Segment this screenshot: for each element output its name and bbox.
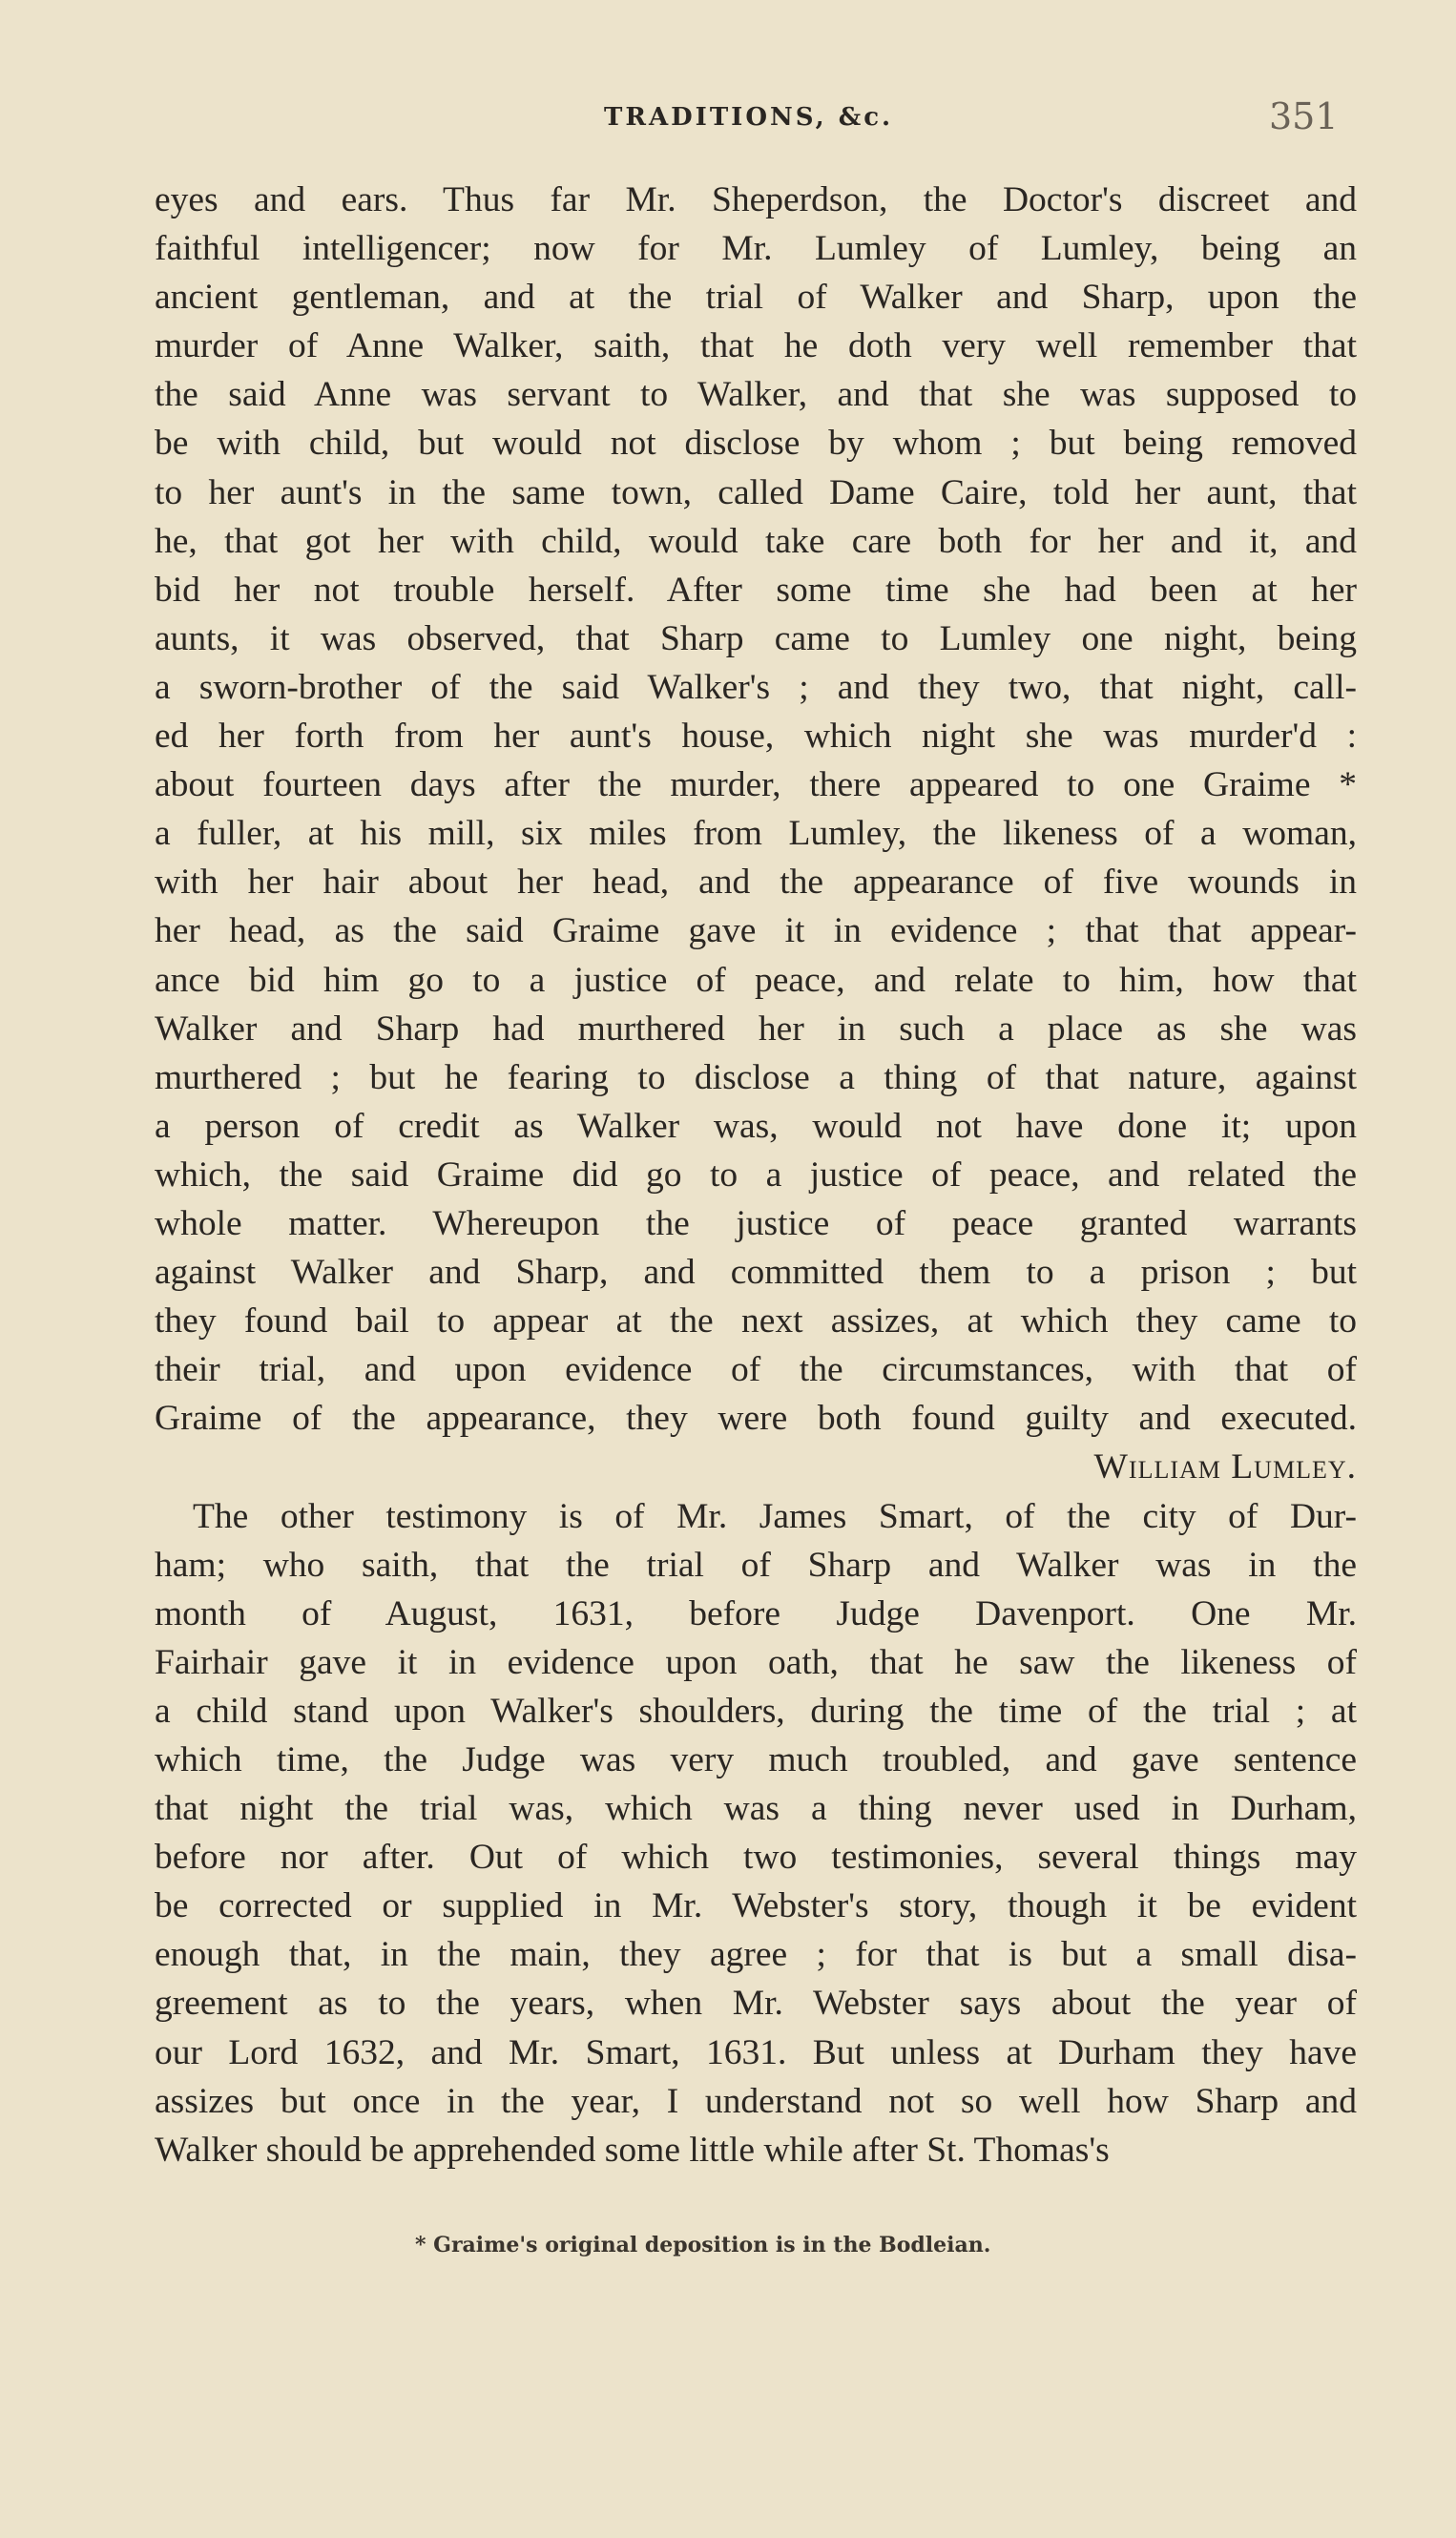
- text-line: against Walker and Sharp, and committed them to a prison ; but: [155, 1253, 1357, 1293]
- text-line: that night the trial was, which was a thing never used in Durham,: [155, 1789, 1357, 1829]
- text-line: ancient gentleman, and at the trial of Walker and Sharp, upon the: [155, 278, 1357, 318]
- text-line: ham; who saith, that the trial of Sharp and Walker was in the: [155, 1545, 1357, 1585]
- text-line: a person of credit as Walker was, would not have done it; upon: [155, 1106, 1357, 1146]
- text-line: enough that, in the main, they agree ; for that is but a small disa-: [155, 1935, 1357, 1975]
- text-line: their trial, and upon evidence of the circumstances, with that of: [155, 1350, 1357, 1390]
- body-text: [155, 176, 1357, 2174]
- text-line: Graime of the appearance, they were both found guilty and executed.: [155, 1399, 1357, 1439]
- text-line: to her aunt's in the same town, called Dame Caire, told her aunt, that: [155, 472, 1357, 512]
- text-line: a child stand upon Walker's shoulders, during the time of the trial ; at: [155, 1691, 1357, 1731]
- text-line: The other testimony is of Mr. James Smart, of the city of Dur-: [193, 1496, 1357, 1536]
- text-line: ed her forth from her aunt's house, which night she was murder'd :: [155, 717, 1357, 757]
- page-header: [0, 95, 1456, 143]
- text-line: faithful intelligencer; now for Mr. Lumley of Lumley, being an: [155, 229, 1357, 269]
- text-line: the said Anne was servant to Walker, and that she was supposed to: [155, 375, 1357, 415]
- text-line: her head, as the said Graime gave it in evidence ; that that appear-: [155, 911, 1357, 951]
- text-line: ance bid him go to a justice of peace, and relate to him, how that: [155, 960, 1357, 1000]
- text-line: with her hair about her head, and the appearance of five wounds in: [155, 863, 1357, 903]
- text-line: our Lord 1632, and Mr. Smart, 1631. But unless at Durham they have: [155, 2032, 1357, 2072]
- text-line: Walker and Sharp had murthered her in such a place as she was: [155, 1009, 1357, 1049]
- page-number: 351: [1269, 95, 1339, 137]
- text-line: a sworn-brother of the said Walker's ; and they two, that night, call-: [155, 667, 1357, 707]
- text-line: murder of Anne Walker, saith, that he doth very well remember that: [155, 326, 1357, 366]
- text-line: be with child, but would not disclose by whom ; but being removed: [155, 424, 1357, 464]
- text-line: Fairhair gave it in evidence upon oath, that he saw the likeness of: [155, 1642, 1357, 1682]
- text-line: they found bail to appear at the next assizes, at which they came to: [155, 1301, 1357, 1342]
- footnote: * Graime's original deposition is in the Bodleian.: [415, 2233, 991, 2257]
- text-line: bid her not trouble herself. After some time she had been at her: [155, 570, 1357, 610]
- text-line: aunts, it was observed, that Sharp came to Lumley one night, being: [155, 618, 1357, 658]
- text-line: murthered ; but he fearing to disclose a thing of that nature, against: [155, 1057, 1357, 1097]
- text-line: eyes and ears. Thus far Mr. Sheperdson, the Doctor's discreet and: [155, 180, 1357, 219]
- text-line: before nor after. Out of which two testimonies, several things may: [155, 1838, 1357, 1878]
- text-line: Walker should be apprehended some little while after St. Thomas's: [155, 2130, 1110, 2170]
- text-line: assizes but once in the year, I understand not so well how Sharp and: [155, 2081, 1357, 2121]
- text-line: which, the said Graime did go to a justice of peace, and related the: [155, 1155, 1357, 1195]
- running-title: TRADITIONS, &c.: [604, 103, 894, 132]
- text-line: whole matter. Whereupon the justice of peace granted warrants: [155, 1203, 1357, 1243]
- text-line: greement as to the years, when Mr. Webster says about the year of: [155, 1984, 1357, 2024]
- text-line: which time, the Judge was very much troubled, and gave sentence: [155, 1740, 1357, 1779]
- text-line: be corrected or supplied in Mr. Webster's story, though it be evident: [155, 1886, 1357, 1926]
- text-line: about fourteen days after the murder, there appeared to one Graime *: [155, 765, 1357, 805]
- text-line: a fuller, at his mill, six miles from Lumley, the likeness of a woman,: [155, 814, 1357, 854]
- text-line: he, that got her with child, would take care both for her and it, and: [155, 521, 1357, 561]
- text-line: month of August, 1631, before Judge Davenport. One Mr.: [155, 1593, 1357, 1633]
- signature-line: William Lumley.: [1093, 1447, 1357, 1487]
